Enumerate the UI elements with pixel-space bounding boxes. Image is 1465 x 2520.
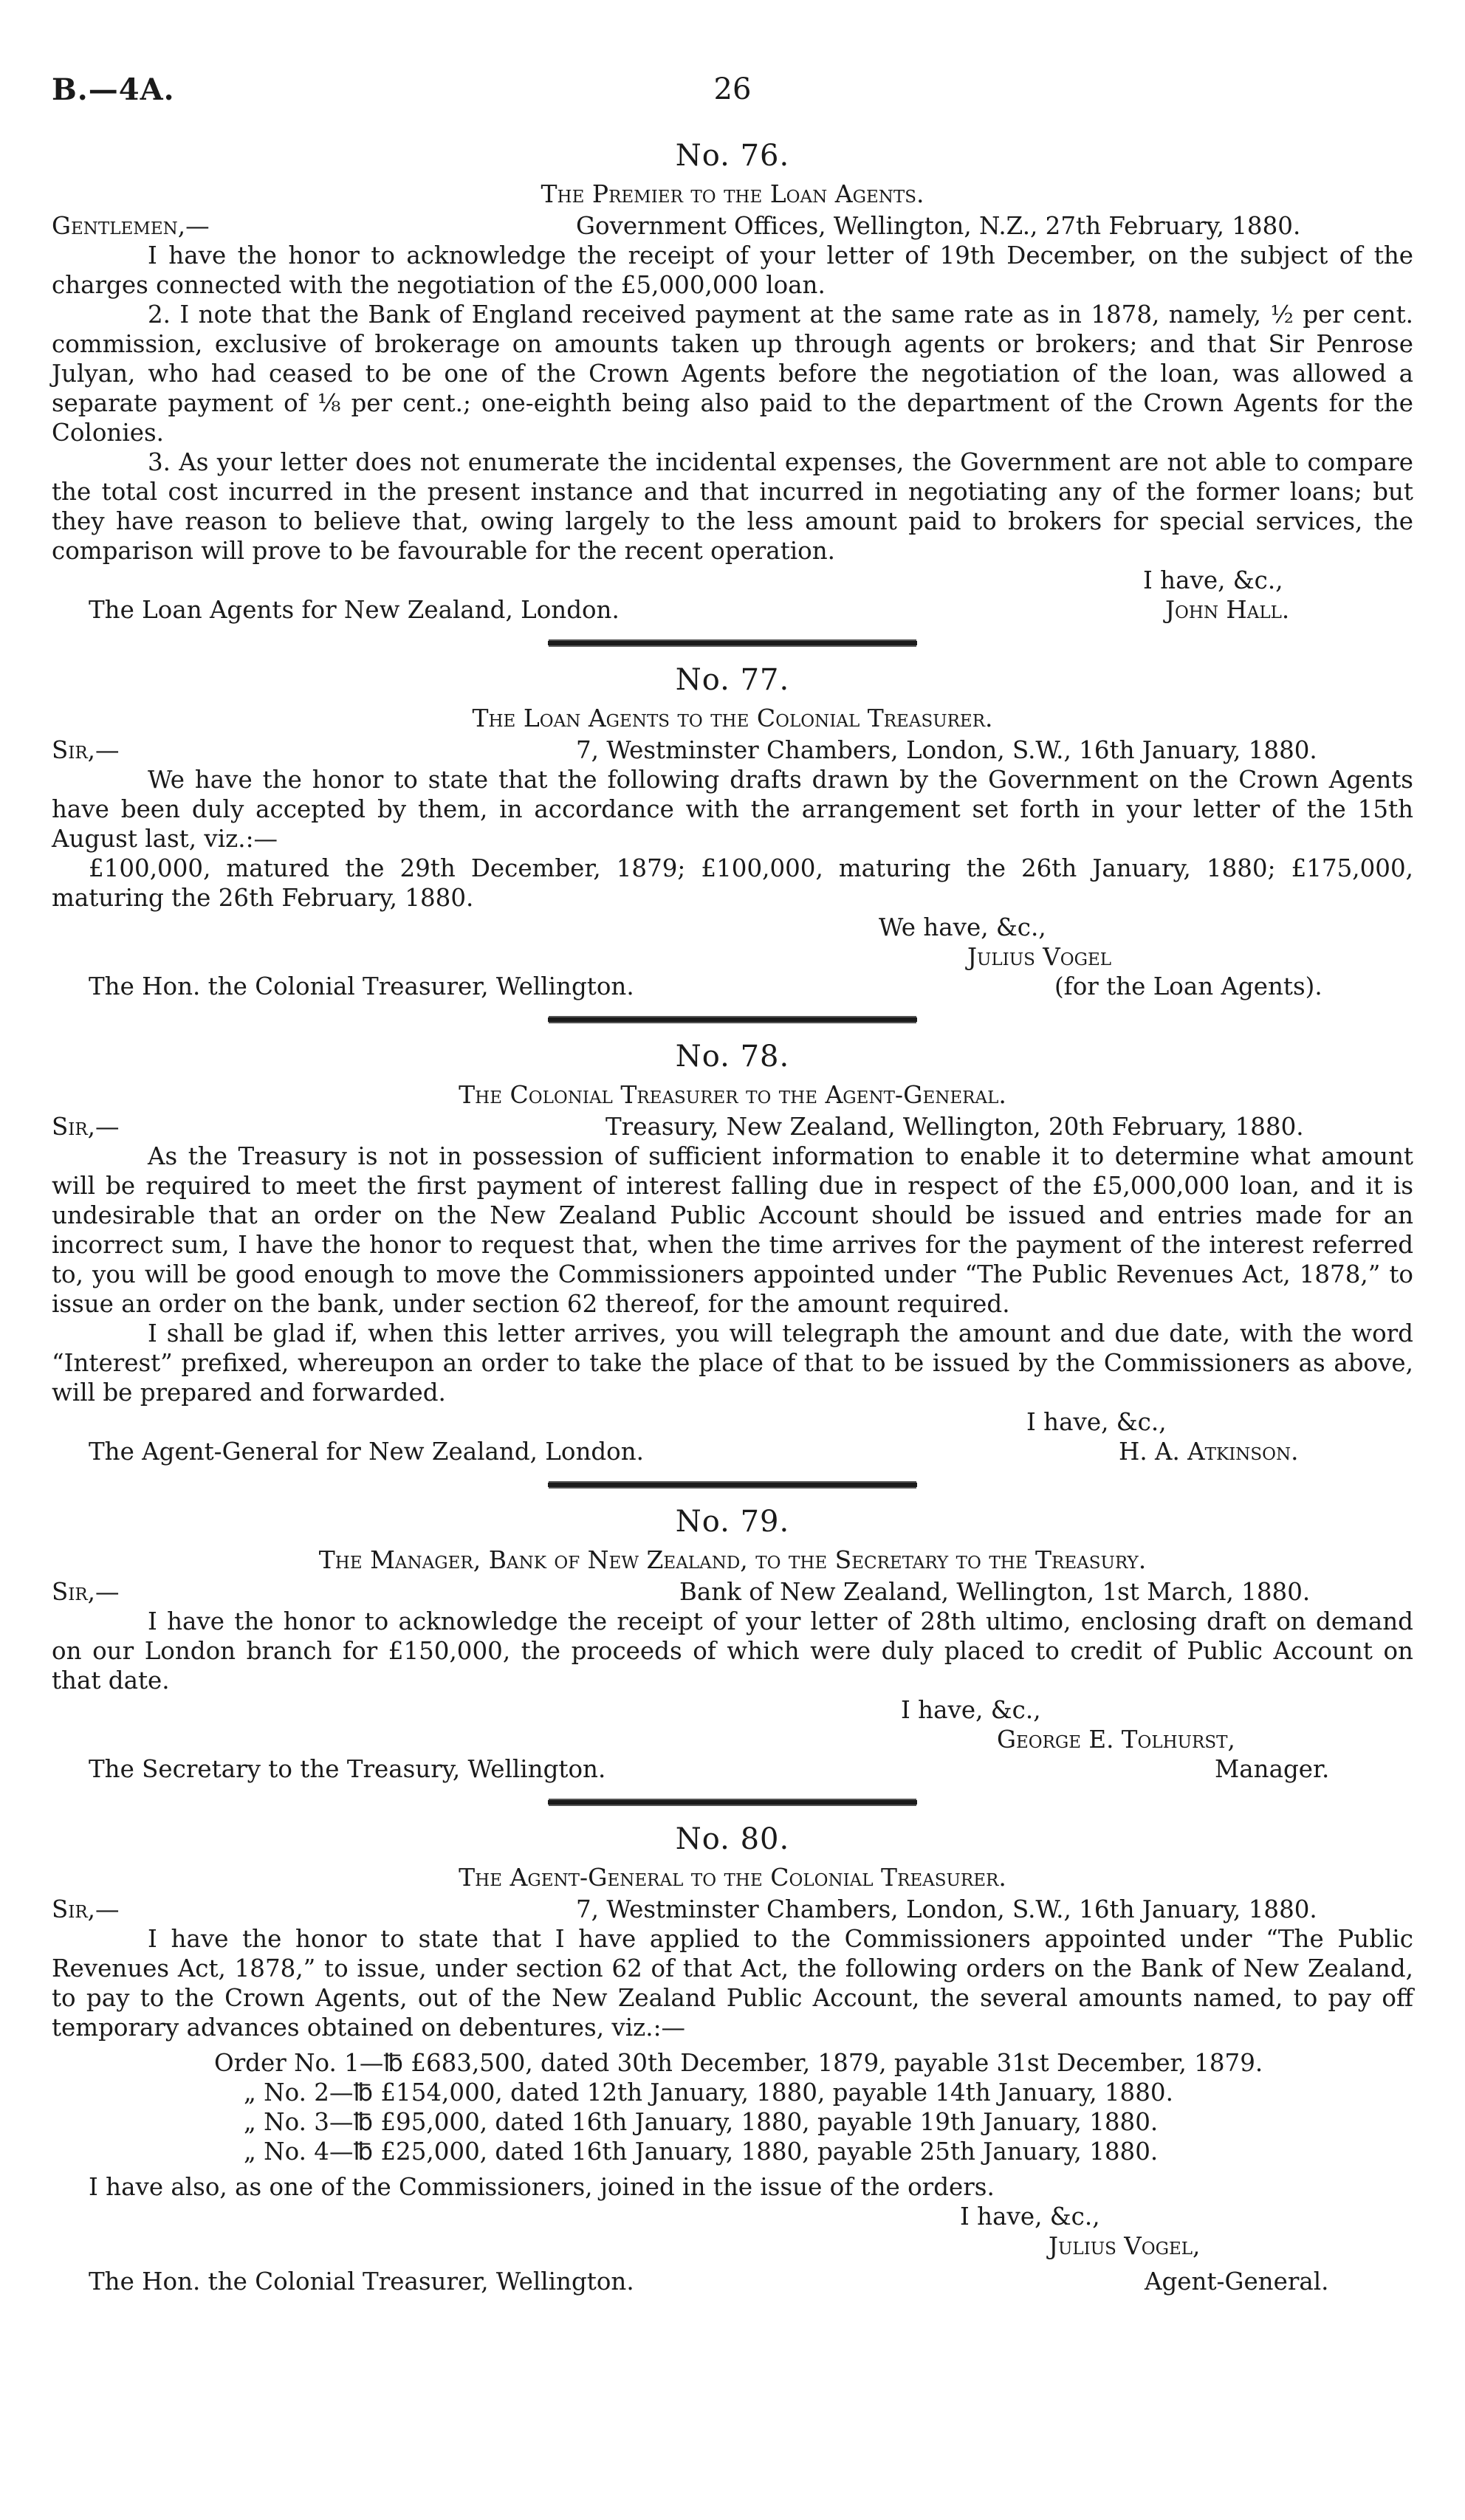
salutation: Sir,—	[52, 1113, 120, 1141]
letter-address: 7, Westminster Chambers, London, S.W., 16th January, 1880.	[576, 1895, 1317, 1923]
paragraph: I have also, as one of the Commissioners, joined in the issue of the orders.	[89, 2173, 995, 2201]
section-divider	[548, 1483, 917, 1487]
signatory-line	[52, 942, 1413, 972]
letter-route: The Colonial Treasurer to the Agent-General.	[459, 1080, 1006, 1109]
letter-address: Government Offices, Wellington, N.Z., 27th February, 1880.	[576, 212, 1301, 240]
closing: We have, &c.,	[879, 913, 1046, 941]
recipient-line	[52, 1754, 1413, 1784]
letter-address: Bank of New Zealand, Wellington, 1st March, 1880.	[679, 1578, 1311, 1606]
salutation: Sir,—	[52, 1578, 120, 1606]
recipient-line	[52, 2267, 1413, 2296]
order-line: „ No. 3—℔ £95,000, dated 16th January, 1880, payable 19th January, 1880.	[244, 2108, 1159, 2136]
salutation-line	[52, 211, 1413, 241]
page-header	[52, 72, 1413, 117]
page-number: 26	[713, 72, 752, 106]
letter-76	[52, 137, 1413, 625]
closing-line	[52, 1695, 1413, 1725]
closing-line	[52, 913, 1413, 942]
section-divider	[548, 1017, 917, 1022]
letter-78	[52, 1038, 1413, 1466]
recipient-line	[52, 1437, 1413, 1466]
letter-address: 7, Westminster Chambers, London, S.W., 16th January, 1880.	[576, 736, 1317, 764]
paragraph: I have the honor to acknowledge the receipt of your letter of 28th ultimo, enclosing draft on demand on our London branch for £150,000, the proceeds of which were duly placed to credit of Public Account on that date.	[52, 1607, 1413, 1695]
closing: I have, &c.,	[1026, 1408, 1167, 1436]
orders-list	[214, 2048, 1413, 2166]
signatory-title: Manager.	[1215, 1755, 1330, 1783]
section-divider	[548, 641, 917, 645]
letter-79	[52, 1503, 1413, 1784]
closing: I have, &c.,	[960, 2203, 1100, 2231]
paragraph: As the Treasury is not in possession of sufficient information to enable it to determine what amount will be required to meet the first payment of interest falling due in respect of the £5,000,000 loan, and it is undesirable that an order on the New Zealand Public Account should be issued and entries made for an incorrect sum, I have the honor to request that, when the time arrives for the payment of the interest referred to, you will be good enough to move the Commissioners appointed under “The Public Revenues Act, 1878,” to issue an order on the bank, under section 62 thereof, for the amount required.	[52, 1142, 1413, 1318]
order-line: „ No. 2—℔ £154,000, dated 12th January, 1880, payable 14th January, 1880.	[244, 2078, 1173, 2107]
signatory-title: Agent-General.	[1145, 2267, 1329, 2296]
paragraph: I have the honor to state that I have applied to the Commissioners appointed under “The Public Revenues Act, 1878,” to issue, under section 62 of that Act, the following orders on the Bank of New Zealand, to pay to the Crown Agents, out of the New Zealand Public Account, the several amounts named, to pay off temporary advances obtained on debentures, viz.:—	[52, 1925, 1413, 2042]
signatory-line	[52, 2231, 1413, 2261]
report-reference: B.—4A.	[52, 72, 175, 107]
paragraph: 2. I note that the Bank of England received payment at the same rate as in 1878, namely, ½ per cent. commission, exclusive of brokerage on amounts taken up through agents or brokers; and that Sir Penrose Julyan, who had ceased to be one of the Crown Agents before the negotiation of the loan, was allowed a separate payment of ⅛ per cent.; one-eighth being also paid to the department of the Crown Agents for the Colonies.	[52, 301, 1413, 447]
signatory: John Hall.	[1165, 596, 1290, 624]
letter-number: No. 78.	[675, 1040, 790, 1074]
recipient-line	[52, 972, 1413, 1001]
paragraph: We have the honor to state that the following drafts drawn by the Government on the Crown Agents have been duly accepted by them, in accordance with the arrangement set forth in your letter of the 15th August last, viz.:—	[52, 766, 1413, 853]
letter-number: No. 80.	[675, 1822, 790, 1856]
recipient: The Hon. the Colonial Treasurer, Wellington.	[89, 2267, 634, 2296]
signatory: H. A. Atkinson.	[1119, 1438, 1299, 1466]
section-divider	[548, 1800, 917, 1805]
signatory-line	[52, 1725, 1413, 1754]
salutation-line	[52, 1577, 1413, 1607]
salutation-line	[52, 1112, 1413, 1141]
letter-80	[52, 1821, 1413, 2296]
paragraph: 3. As your letter does not enumerate the incidental expenses, the Government are not able to compare the total cost incurred in the present instance and that incurred in negotiating any of the former loans; but they have reason to believe that, owing largely to the less amount paid to brokers for special services, the comparison will prove to be favourable for the recent operation.	[52, 448, 1413, 565]
salutation: Sir,—	[52, 736, 120, 764]
closing: I have, &c.,	[901, 1696, 1041, 1724]
signatory-note: (for the Loan Agents).	[1054, 972, 1322, 1000]
letter-route: The Manager, Bank of New Zealand, to the Secretary to the Treasury.	[318, 1545, 1147, 1574]
letter-route: The Agent-General to the Colonial Treasurer.	[459, 1863, 1006, 1892]
recipient: The Loan Agents for New Zealand, London.	[89, 596, 620, 624]
signatory: George E. Tolhurst,	[997, 1726, 1235, 1754]
letter-route: The Premier to the Loan Agents.	[541, 179, 924, 208]
closing-line	[52, 2202, 1413, 2231]
closing-line	[52, 566, 1413, 595]
letter-number: No. 77.	[675, 663, 790, 697]
signatory: Julius Vogel	[967, 943, 1112, 971]
paragraph: I have the honor to acknowledge the receipt of your letter of 19th December, on the subject of the charges connected with the negotiation of the £5,000,000 loan.	[52, 241, 1413, 299]
recipient: The Secretary to the Treasury, Wellington.	[89, 1755, 606, 1783]
recipient: The Hon. the Colonial Treasurer, Wellington.	[89, 972, 634, 1000]
salutation-line	[52, 1895, 1413, 1924]
order-line: Order No. 1—℔ £683,500, dated 30th December, 1879, payable 31st December, 1879.	[214, 2049, 1263, 2077]
letter-number: No. 76.	[675, 139, 790, 173]
letter-number: No. 79.	[675, 1505, 790, 1539]
salutation: Gentlemen,—	[52, 212, 210, 240]
closing: I have, &c.,	[1143, 566, 1283, 594]
closing-line	[52, 1407, 1413, 1437]
letter-address: Treasury, New Zealand, Wellington, 20th February, 1880.	[605, 1113, 1304, 1141]
paragraph: £100,000, matured the 29th December, 1879; £100,000, maturing the 26th January, 1880; £175,000, maturing the 26th February, 1880.	[52, 854, 1413, 912]
order-line: „ No. 4—℔ £25,000, dated 16th January, 1880, payable 25th January, 1880.	[244, 2138, 1159, 2166]
recipient: The Agent-General for New Zealand, London.	[89, 1438, 645, 1466]
letter-route: The Loan Agents to the Colonial Treasurer.	[472, 704, 993, 732]
paragraph: I shall be glad if, when this letter arrives, you will telegraph the amount and due date, with the word “Interest” prefixed, whereupon an order to take the place of that to be issued by the Commissioners as above, will be prepared and forwarded.	[52, 1319, 1413, 1407]
recipient-line	[52, 595, 1413, 625]
salutation-line	[52, 735, 1413, 765]
letter-77	[52, 662, 1413, 1001]
signatory: Julius Vogel,	[1049, 2232, 1201, 2260]
salutation: Sir,—	[52, 1895, 120, 1923]
page-content	[52, 137, 1413, 2296]
